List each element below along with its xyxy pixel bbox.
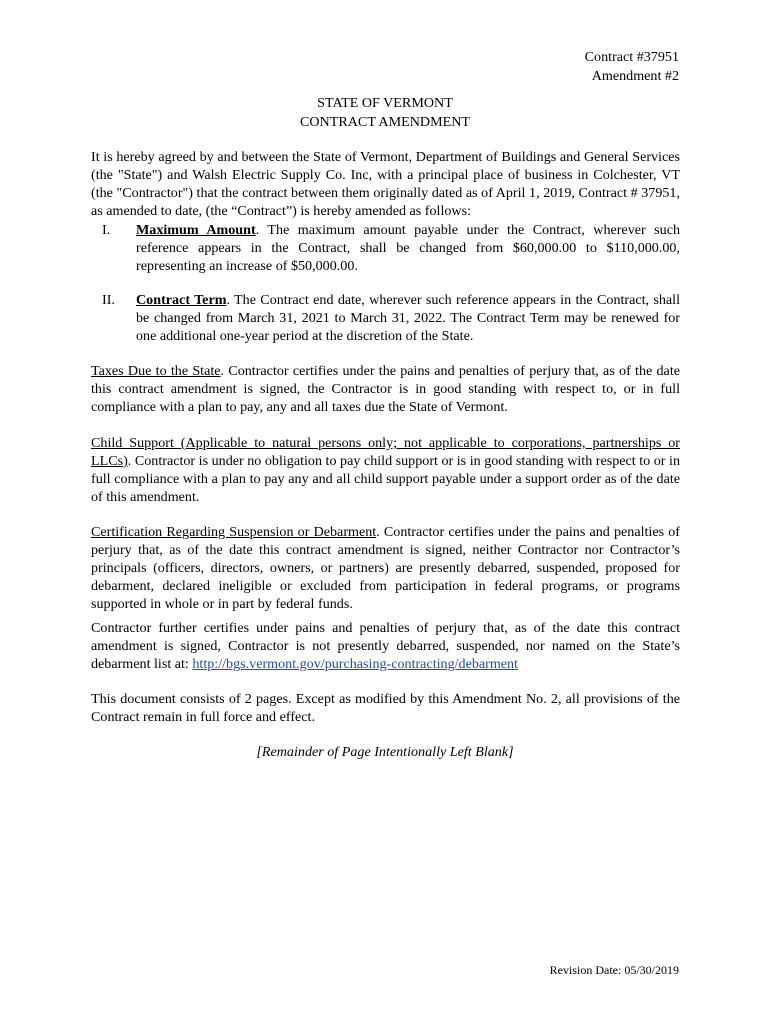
- item-numeral: I.: [102, 222, 111, 238]
- item-body: [136, 221, 680, 275]
- contract-number: Contract #37951: [584, 49, 679, 65]
- item-heading: Maximum Amount: [136, 222, 256, 238]
- contract-header: [585, 48, 679, 86]
- item-heading: Contract Term: [136, 292, 227, 308]
- remainder-note: [Remainder of Page Intentionally Left Blank]: [256, 744, 514, 760]
- item-body: [136, 291, 680, 345]
- certification-heading: Certification Regarding Suspension or Debarment: [91, 524, 377, 540]
- item-text: . The maximum amount payable under the Contract, wherever such reference appears in the Contract, shall be changed from $60,000.00 to $110,000.00, representing an increase of $50,000.00.: [136, 222, 680, 274]
- item-numeral: II.: [102, 292, 115, 308]
- intro-paragraph: It is hereby agreed by and between the State of Vermont, Department of Buildings and General Services (the "State") and Walsh Electric Supply Co. Inc, with a principal place of business in Colchester, VT (the "Contractor") that the contract between them originally dated as of April 1, 2019, Contract # 37951, as amended to date, (the “Contract”) is hereby amended as follows:: [91, 149, 680, 219]
- title-line-1: STATE OF VERMONT: [317, 95, 453, 111]
- document-consists-paragraph: This document consists of 2 pages. Except as modified by this Amendment No. 2, all provisions of the Contract remain in full force and effect.: [91, 691, 680, 725]
- taxes-heading: Taxes Due to the State: [91, 363, 221, 379]
- certification-paragraph: [91, 523, 680, 613]
- child-support-text: . Contractor is under no obligation to pay child support or is in good standing with respect to or in full compliance with a plan to pay any and all child support payable under a support order as of the date of this amendment.: [91, 453, 680, 505]
- child-support-heading: Child Support (Applicable to natural persons only; not applicable to corporations, partnerships or LLCs): [91, 435, 680, 469]
- amendment-number: Amendment #2: [591, 68, 679, 84]
- document-title: [0, 94, 770, 132]
- debarment-link[interactable]: http://bgs.vermont.gov/purchasing-contracting/debarment: [192, 656, 519, 672]
- item-text: . The Contract end date, wherever such reference appears in the Contract, shall be changed from March 31, 2021 to March 31, 2022. The Contract Term may be renewed for one additional one-year period at the discretion of the State.: [136, 292, 680, 344]
- certification-text: . Contractor certifies under the pains and penalties of perjury that, as of the date this contract amendment is signed, neither Contractor nor Contractor’s principals (officers, directors, owners, or partners) are presently debarred, suspended, proposed for debarment, declared ineligible or excluded from participation in federal programs, or programs supported in whole or in part by federal funds.: [91, 524, 681, 612]
- further-certification-paragraph: [91, 619, 680, 673]
- taxes-text: . Contractor certifies under the pains and penalties of perjury that, as of the date this contract amendment is signed, the Contractor is in good standing with respect to, or in full compliance with a plan to pay, any and all taxes due the State of Vermont.: [91, 363, 680, 415]
- child-support-paragraph: [91, 434, 680, 506]
- revision-date: Revision Date: 05/30/2019: [549, 963, 679, 977]
- title-line-2: CONTRACT AMENDMENT: [299, 114, 471, 130]
- taxes-paragraph: [91, 362, 680, 416]
- further-text: Contractor further certifies under pains and penalties of perjury that, as of the date this contract amendment is signed, Contractor is not presently debarred, suspended, nor named on the State’s debarment list at:: [91, 620, 680, 672]
